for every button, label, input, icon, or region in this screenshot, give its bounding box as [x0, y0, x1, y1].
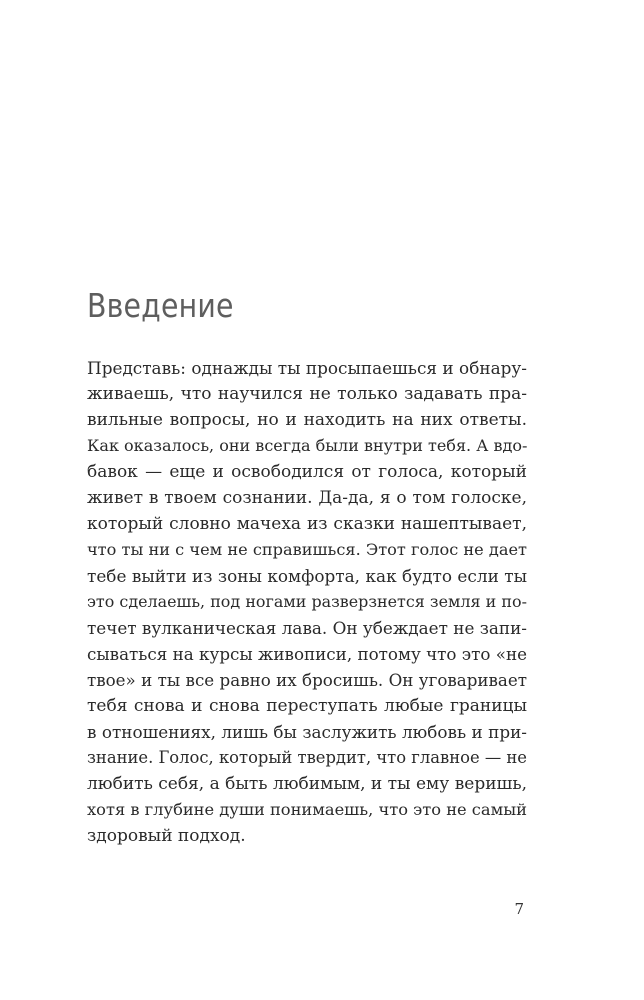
text-line: сываться на курсы живописи, потому что это «не [87, 644, 528, 664]
text-line: твое» и ты все равно их бросишь. Он уговаривает [87, 670, 527, 690]
text-line: бавок — еще и освободился от голоса, который [87, 462, 527, 482]
page-number: 7 [514, 900, 524, 918]
text-line: который словно мачеха из сказки нашептывает, [87, 514, 527, 534]
text-line: что ты ни с чем не справишься. Этот голос не дает [87, 540, 527, 559]
text-line: это сделаешь, под ногами разверзнется земля и по- [87, 592, 527, 611]
text-line: Как оказалось, они всегда были внутри тебя. А вдо- [87, 436, 528, 455]
text-line: в отношениях, лишь бы заслужить любовь и при- [87, 722, 527, 742]
text-line: хотя в глубине души понимаешь, что это не самый [87, 800, 527, 819]
text-line: любить себя, а быть любимым, и ты ему веришь, [87, 774, 527, 794]
text-line: тебе выйти из зоны комфорта, как будто если ты [87, 566, 527, 586]
text-line: течет вулканическая лава. Он убеждает не запи- [87, 618, 527, 638]
text-line: Представь: однажды ты просыпаешься и обнару- [87, 358, 527, 378]
text-line: живет в твоем сознании. Да-да, я о том голоске, [87, 488, 527, 508]
text-line: знание. Голос, который твердит, что главное — не [87, 748, 527, 767]
text-line: живаешь, что научился не только задавать пра- [87, 384, 527, 404]
chapter-heading: Введение [87, 286, 234, 325]
text-line: тебя снова и снова переступать любые границы [87, 696, 527, 716]
text-line: здоровый подход. [87, 826, 246, 846]
text-line: вильные вопросы, но и находить на них ответы. [87, 410, 527, 430]
body-paragraph [87, 355, 527, 849]
